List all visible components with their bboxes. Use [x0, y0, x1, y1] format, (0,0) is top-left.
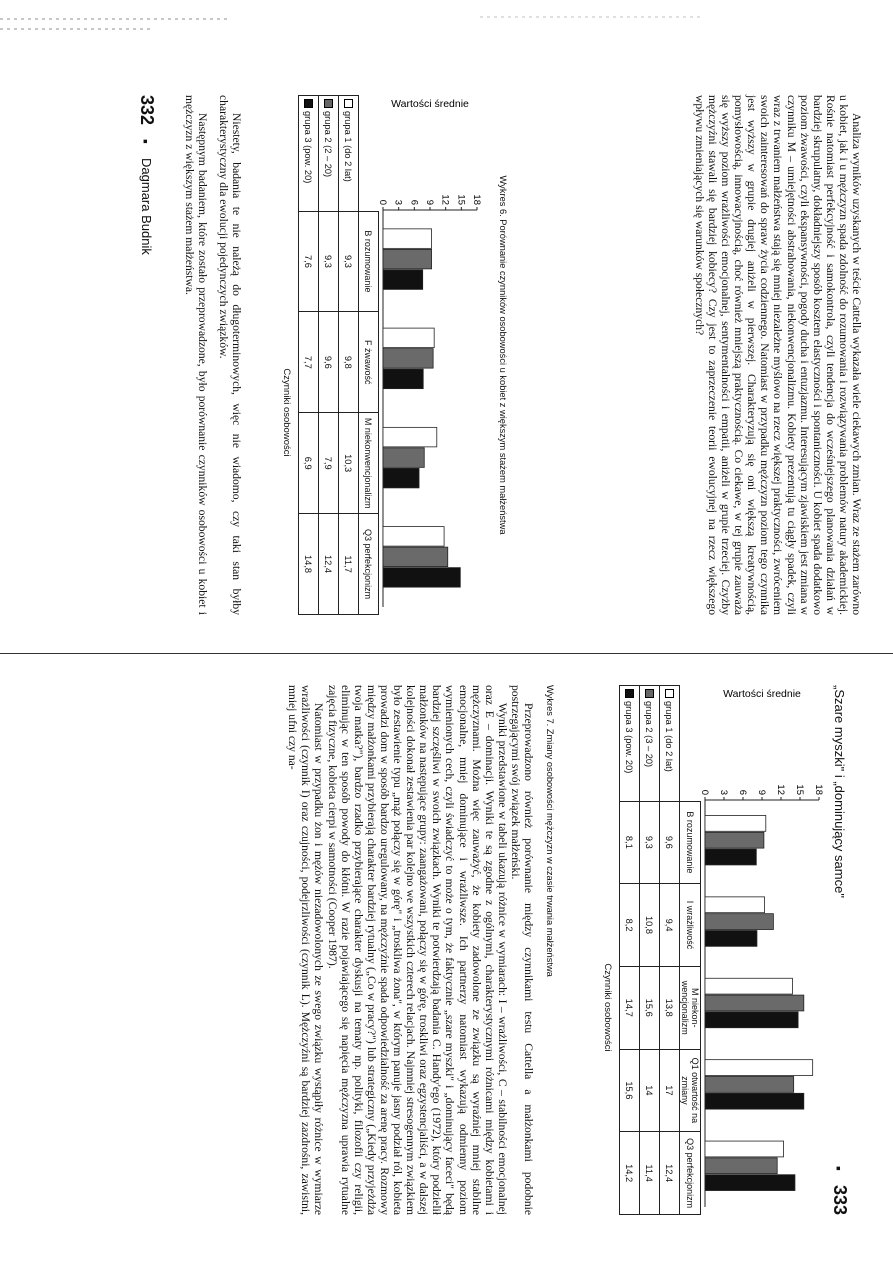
bar	[705, 1060, 813, 1076]
bar	[383, 349, 433, 369]
legend-swatch	[305, 99, 314, 108]
series-name: grupa 1 (do 2 lat)	[343, 111, 354, 182]
scan-noise	[0, 18, 230, 20]
data-label: 9,6	[319, 312, 339, 413]
legend-swatch	[646, 689, 655, 698]
bar	[705, 995, 804, 1011]
data-label: 11,4	[640, 1132, 660, 1215]
data-label: 12,4	[319, 514, 339, 615]
data-label: 6,9	[299, 413, 319, 514]
data-label: 15,6	[640, 966, 660, 1049]
figure-caption: Wykres 6. Porównanie czynników osobowości u kobiet z większym stażem małżeństwa	[498, 175, 508, 535]
legend-swatch	[666, 689, 675, 698]
y-tick-label: 6	[408, 199, 420, 205]
legend-entry	[640, 686, 660, 802]
data-label: 14	[640, 1049, 660, 1132]
chart-data-table	[619, 685, 701, 1215]
chart-data-table	[298, 95, 379, 615]
running-head: „Szare myszki" i „dominujący samce"	[832, 685, 847, 898]
y-tick-label: 15	[455, 194, 467, 205]
category-label: M niekon-wencjonalizm	[680, 966, 701, 1049]
data-label: 14,7	[620, 966, 640, 1049]
legend-swatch	[325, 99, 334, 108]
intro-text	[183, 95, 243, 615]
body-text	[286, 685, 535, 1215]
data-label: 13,8	[660, 966, 680, 1049]
category-label: Q1 otwartość na zmiany	[680, 1049, 701, 1132]
bar	[383, 328, 434, 348]
y-tick-label: 18	[471, 194, 482, 205]
data-label: 9,4	[660, 884, 680, 967]
y-tick-label: 12	[775, 784, 786, 795]
page-number: 332	[137, 95, 157, 126]
y-tick-label: 6	[737, 789, 748, 795]
y-tick-label: 3	[392, 199, 404, 205]
legend-entry	[299, 96, 319, 212]
bar	[383, 369, 423, 389]
data-label: 8,1	[620, 801, 640, 884]
data-label: 12,4	[660, 1132, 680, 1215]
x-axis-title: Czynniki osobowości	[281, 368, 292, 457]
category-label: F żwawość	[359, 312, 379, 413]
bar	[383, 468, 419, 488]
bar	[383, 448, 424, 468]
data-label: 9,3	[640, 801, 660, 884]
bar	[383, 547, 448, 567]
bar	[705, 1093, 804, 1109]
data-label: 9,3	[319, 211, 339, 312]
data-label: 8,2	[620, 884, 640, 967]
table-corner	[680, 686, 701, 802]
bar	[383, 568, 460, 588]
legend-entry	[660, 686, 680, 802]
data-label: 7,6	[299, 211, 319, 312]
y-tick-label: 3	[718, 789, 729, 795]
bullet-separator: ▪	[831, 1165, 848, 1171]
data-label: 7,9	[319, 413, 339, 514]
bar	[383, 427, 437, 447]
x-axis-title: Czynniki osobowości	[602, 963, 613, 1052]
category-label: Q3 perfekcjonizm	[680, 1132, 701, 1215]
bar	[705, 1175, 795, 1191]
bar	[383, 249, 432, 269]
data-label: 17	[660, 1049, 680, 1132]
y-axis-title: Wartości średnie	[391, 98, 469, 110]
legend-entry	[319, 96, 339, 212]
y-tick-label: 0	[699, 789, 710, 795]
right-page	[280, 685, 850, 1215]
y-tick-label: 9	[424, 199, 435, 205]
bar	[705, 849, 756, 865]
series-name: grupa 1 (do 2 lat)	[664, 701, 675, 772]
series-name: grupa 3 (pow. 20)	[303, 111, 314, 184]
chart-6	[258, 95, 483, 615]
paragraph: Wyniki przedstawione w tabeli ukazują różnice w wymiarach: I – wrażliwości, C – stabilności emocjonalnej oraz E – dominacji. Wyniki te są zgodne z ogólnymi, charakterystycznymi różnicami między kobietami i mężczyznami. Można więc zauważyć, że kobiety zadowolone ze związku są wyraźniej mniej stabilne emocjonalne, mniej dominujące i wrażliwsze. Ich partnerzy natomiast wykazują odmienny poziom wymienionych cech, czyli świadczyć to może o tym, że faktycznie „szare myszki" i „dominujący faceci" będą bardziej szczęśliwi w swoich związkach. Wyniki te potwierdzają badania C. Handy'ego (1972), który podzielił małżonków na następujące grupy: zaangażowani, połączy się w górę, troskliwi oraz egzystencjaliści, a w dalszej kolejności dokonał zestawienia par kolejno we wszystkich czterech relacjach. Najmniej stresogennym związkiem było zestawienie typu „mąż połączy się w górę" i „troskliwa żona", w którym panuje jasny podział ról, kobieta prowadzi dom w sposób bardzo uregulowany, na mężczyźnie spada odpowiedzialność za arenę pracy. Rozmowy między małżonkami przybierają charakter bardziej rytualny („Co w pracy?") lub strategiczny („Kiedy przyjeżdża twoja matka?"), bardzo rzadko przybierające charakter dyskusji na tematy np. polityki, filozofii czy religii, eliminując w ten sposób powody do kłótni. W razie pojawiającego się napięcia mężczyzna uprawia rytualne zajęcia fizyczne, kobieta cierpi w samotności (Cooper 1987).	[325, 685, 509, 1215]
series-name: grupa 2 (2 – 20)	[323, 111, 334, 178]
bar	[705, 815, 766, 831]
paragraph: Analiza wyników uzyskanych w teście Cattella wykazała wiele ciekawych zmian. Wraz ze stażem zarówno u kobiet, jak i u mężczyzn spada zdolność do rozumowania i rozwiązywania problemów natury akademickiej. Rośnie natomiast perfekcyjność i samokontrola, czyli tendencja do wcześniejszego planowania działań w bardziej skrupulatny, dokładniejszy sposób kosztem elastyczności i spontaniczności. U kobiet spada dodatkowo poziom żwawości, czyli ekspansywności, pogody ducha i entuzjazmu. Interesującym zjawiskiem jest zmiana w czynniku M – umiejętności abstrahowania, niekonwencjonalizmu. Kobiety prezentują tu ciągły spadek, czyli wraz z trwaniem małżeństwa stają się mniej niezależne myślowo na rzecz większej praktyczności, zwróceniem swoich zainteresowań do spraw życia codziennego. Natomiast w przypadku mężczyzn poziom tego czynnika jest wyższy w grupie drugiej aniżeli w pierwszej. Charakteryzują się oni większą kreatywnością, pomysłowością, innowacyjnością, choć również mniejszą praktycznością. Co ciekawe, w tej grupie zauważa się wyższy poziom wrażliwości emocjonalnej, sentymentalności i empatii, aniżeli w grupie trzeciej. Czyżby mężczyźni stawali się bardziej kobiecy? Czy jest to zaprzeczenie teorii ewolucyjnej na rzecz większego wpływu zmieniających się warunków społecznych?	[692, 95, 863, 615]
legend-entry	[620, 686, 640, 802]
scan-noise	[480, 16, 700, 18]
paragraph: Niestety, badania te nie należą do długoterminowych, więc nie wiadomo, czy taki stan byłby charakterystyczny dla ewolucji pojedynczych związków.	[216, 95, 243, 615]
paragraph: Natomiast w przypadku żon i mężów niezadowolonych ze swego związku wystąpiły różnice w wymiarze wrażliwości (czynnik I) oraz czujności, podejrzliwości (czynnik L). Mężczyźni są bardziej zazdrośni, zawistni, mniej ufni czy na-	[286, 685, 326, 1215]
legend-swatch	[626, 689, 635, 698]
data-label: 14,2	[620, 1132, 640, 1215]
paragraph: Przeprowadzono również porównanie między czynnikami testu Cattella a małżonkami podobnie postrzegającymi swój związek małżeński.	[508, 685, 535, 1215]
data-label: 9,3	[339, 211, 359, 312]
page-header	[136, 95, 157, 615]
bar	[705, 1141, 784, 1157]
bar	[705, 1012, 798, 1028]
y-tick-label: 12	[439, 194, 451, 205]
category-label: B rozumowanie	[680, 801, 701, 884]
bar	[705, 832, 764, 848]
data-label: 9,8	[339, 312, 359, 413]
category-label: I wrażliwość	[680, 884, 701, 967]
bar	[705, 897, 765, 913]
data-label: 11,7	[339, 514, 359, 615]
series-name: grupa 2 (3 – 20)	[644, 701, 655, 768]
legend-entry	[339, 96, 359, 212]
data-label: 7,7	[299, 312, 319, 413]
data-label: 10,3	[339, 413, 359, 514]
page-number: 333	[830, 1184, 850, 1215]
bar	[383, 229, 432, 249]
y-tick-label: 18	[813, 784, 824, 795]
figure-caption: Wykres 7. Zmiany osobowości mężczyzn w czasie trwania małżeństwa	[545, 685, 555, 977]
bar	[705, 931, 757, 947]
category-label: B rozumowanie	[359, 211, 379, 312]
y-tick-label: 9	[756, 789, 767, 795]
y-axis-title: Wartości średnie	[723, 688, 801, 700]
y-tick-label: 0	[377, 199, 388, 205]
scan-noise	[0, 28, 150, 30]
chart-plot	[701, 685, 825, 1215]
data-label: 15,6	[620, 1049, 640, 1132]
category-label: M niekonwencjonalizm	[359, 413, 379, 514]
left-page	[100, 95, 893, 615]
data-label: 14,8	[299, 514, 319, 615]
bar	[705, 914, 773, 930]
chart-7	[560, 685, 825, 1215]
series-name: grupa 3 (pow. 20)	[624, 701, 635, 774]
bar	[705, 978, 792, 994]
data-label: 10,8	[640, 884, 660, 967]
page-divider	[0, 653, 893, 654]
running-head: Dagmara Budnik	[139, 158, 154, 255]
bar	[705, 1076, 794, 1092]
chart-plot	[379, 95, 483, 615]
data-label: 9,6	[660, 801, 680, 884]
category-label: Q3 perfekcjonizm	[359, 514, 379, 615]
bullet-separator: ▪	[138, 139, 155, 145]
paragraph: Następnym badaniem, które zostało przeprowadzone, było porównanie czynników osobowości u kobiet i mężczyzn z większym stażem małżeństwa.	[182, 95, 209, 615]
y-tick-label: 15	[794, 784, 805, 795]
page-header	[829, 685, 850, 1215]
legend-swatch	[345, 99, 354, 108]
bar	[705, 1158, 777, 1174]
table-corner	[359, 96, 379, 212]
bar	[383, 527, 444, 547]
bar	[383, 270, 423, 290]
body-text	[693, 95, 863, 615]
